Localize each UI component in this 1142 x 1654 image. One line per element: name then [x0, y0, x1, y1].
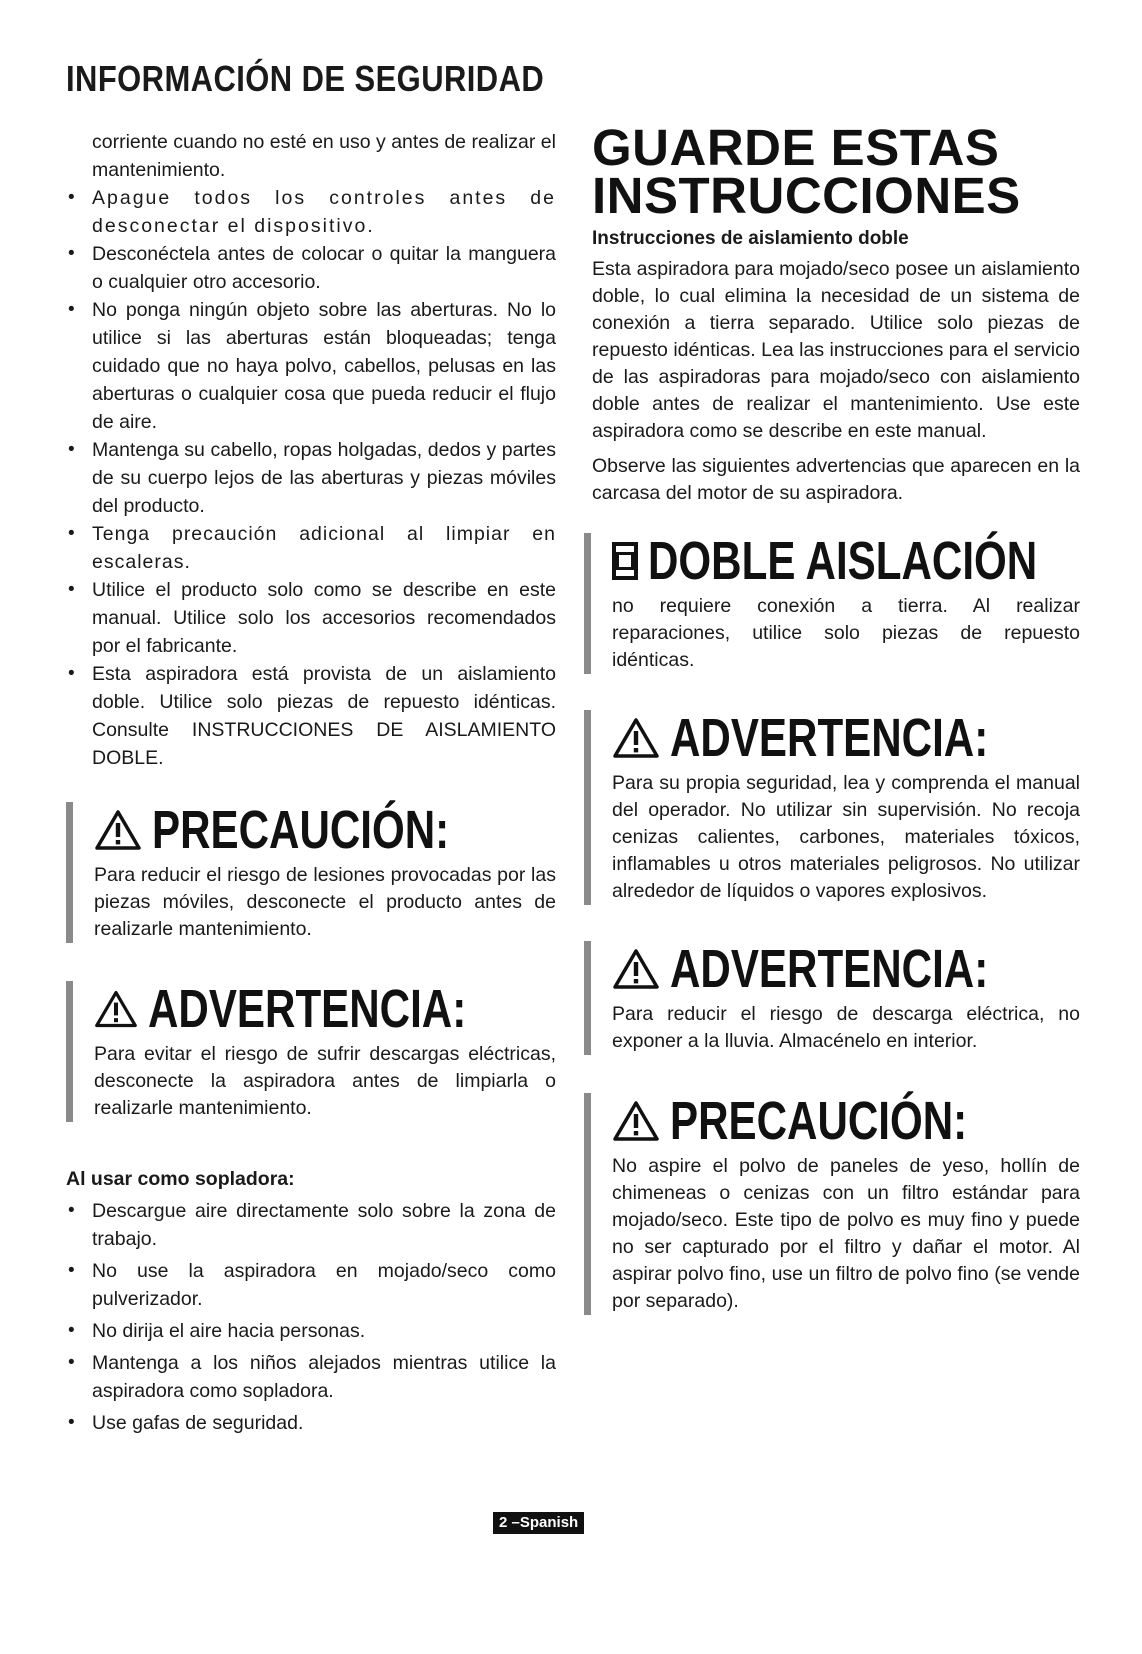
- warning-text: Para su propia seguridad, lea y comprenda el manual del operador. No utilizar sin supervisión. No recoja cenizas calientes, carbones, materiales tóxicos, inflamables u otros materiales peligrosos. No utilizar alrededor de líquidos o vapores explosivos.: [612, 772, 1080, 902]
- bullet-icon: •: [68, 663, 75, 684]
- caution-label: PRECAUCIÓN:: [152, 800, 450, 860]
- list-item: [66, 436, 556, 520]
- bullet-text: Desconéctela antes de colocar o quitar la manguera o cualquier otro accesorio.: [92, 243, 556, 293]
- caution-notice: [66, 802, 556, 943]
- list-item: [66, 184, 556, 240]
- list-item: [66, 1409, 556, 1437]
- caution-text: Para reducir el riesgo de lesiones provocadas por las piezas móviles, desconecte el producto antes de realizarle mantenimiento.: [94, 864, 556, 940]
- warning-notice: [584, 941, 1080, 1055]
- observe-paragraph: Observe las siguientes advertencias que aparecen en la carcasa del motor de su aspiradora.: [592, 455, 1080, 504]
- title-line: INSTRUCCIONES: [592, 167, 1021, 224]
- warning-label: ADVERTENCIA:: [670, 708, 989, 768]
- notice-bar: [66, 981, 73, 1122]
- list-item: [66, 520, 556, 576]
- warning-label: ADVERTENCIA:: [147, 979, 467, 1039]
- list-item: [66, 128, 556, 184]
- list-item: [66, 296, 556, 436]
- bullet-icon: •: [68, 579, 75, 600]
- bullet-text: Mantenga a los niños alejados mientras utilice la aspiradora como sopladora.: [92, 1352, 556, 1402]
- notice-bar: [584, 533, 591, 674]
- double-insulation-notice: [584, 533, 1080, 674]
- bullet-icon: •: [68, 243, 75, 264]
- caution-notice: [584, 1093, 1080, 1315]
- warning-notice: [584, 710, 1080, 905]
- notice-bar: [66, 802, 73, 943]
- list-item: [66, 576, 556, 660]
- bullet-icon: •: [68, 1352, 75, 1373]
- bullet-text: corriente cuando no esté en uso y antes de realizar el mantenimiento.: [92, 131, 556, 181]
- blower-bullet-list: [66, 1197, 556, 1437]
- warning-label: ADVERTENCIA:: [670, 939, 989, 999]
- bullet-text: Utilice el producto solo como se describe en este manual. Utilice solo los accesorios recomendados por el fabricante.: [92, 579, 556, 657]
- bullet-icon: •: [68, 299, 75, 320]
- safety-bullet-list: [66, 128, 556, 772]
- list-item: [66, 1197, 556, 1253]
- list-item: [66, 1317, 556, 1345]
- caution-text: No aspire el polvo de paneles de yeso, hollín de chimeneas o cenizas con un filtro estándar para mojado/seco. Este tipo de polvo es muy fino y puede no ser capturado por el filtro y dañar el motor. Al aspirar polvo fino, use un filtro de polvo fino (se vende por separado).: [612, 1155, 1080, 1312]
- bullet-text: No dirija el aire hacia personas.: [92, 1320, 366, 1342]
- bullet-icon: •: [68, 523, 75, 544]
- title-line: GUARDE ESTAS: [592, 119, 1000, 176]
- bullet-icon: •: [68, 187, 75, 208]
- notice-bar: [584, 710, 591, 905]
- warning-text: Para reducir el riesgo de descarga eléctrica, no exponer a la lluvia. Almacénelo en interior.: [612, 1003, 1080, 1052]
- bullet-icon: •: [68, 1320, 75, 1341]
- bullet-text: No ponga ningún objeto sobre las aberturas. No lo utilice si las aberturas están bloqueadas; tenga cuidado que no haya polvo, cabellos, pelusas en las aberturas o cualquier cosa que pueda reducir el flujo de aire.: [92, 299, 556, 433]
- warning-triangle-icon: [612, 1100, 660, 1142]
- warning-triangle-icon: [94, 988, 138, 1030]
- page-number-badge: 2 –Spanish: [493, 1512, 584, 1534]
- bullet-text: Use gafas de seguridad.: [92, 1412, 304, 1434]
- list-item: [66, 1257, 556, 1313]
- double-insulation-paragraph: Esta aspiradora para mojado/seco posee un aislamiento doble, lo cual elimina la necesidad de un sistema de conexión a tierra separado. Utilice solo piezas de repuesto idénticas. Lea las instrucciones para el servicio de las aspiradoras para mojado/seco con aislamiento doble antes de realizar el mantenimiento. Use este aspiradora como se describe en este manual.: [592, 258, 1080, 442]
- bullet-text: No use la aspiradora en mojado/seco como pulverizador.: [92, 1260, 556, 1310]
- warning-text: Para evitar el riesgo de sufrir descargas eléctricas, desconecte la aspiradora antes de limpiarla o realizarle mantenimiento.: [94, 1043, 556, 1119]
- right-column: [592, 119, 1080, 1315]
- warning-triangle-icon: [612, 948, 660, 990]
- double-square-icon: [612, 542, 638, 580]
- save-instructions-title: [592, 119, 1080, 224]
- double-insulation-subheading: Instrucciones de aislamiento doble: [592, 228, 909, 249]
- notice-bar: [584, 941, 591, 1055]
- warning-notice: [66, 981, 556, 1122]
- bullet-icon: •: [68, 1412, 75, 1433]
- bullet-text: Descargue aire directamente solo sobre la zona de trabajo.: [92, 1200, 556, 1250]
- notice-bar: [584, 1093, 591, 1315]
- bullet-icon: •: [68, 1200, 75, 1221]
- list-item: [66, 1349, 556, 1405]
- bullet-text: Apague todos los controles antes de desconectar el dispositivo.: [92, 187, 556, 237]
- bullet-text: Esta aspiradora está provista de un aislamiento doble. Utilice solo piezas de repuesto idénticas. Consulte INSTRUCCIONES DE AISLAMIENTO DOBLE.: [92, 663, 556, 769]
- caution-label: PRECAUCIÓN:: [670, 1091, 968, 1151]
- page-title: INFORMACIÓN DE SEGURIDAD: [66, 58, 545, 99]
- left-column: [66, 128, 556, 1441]
- double-insulation-label: DOBLE AISLACIÓN: [648, 531, 1038, 591]
- bullet-text: Tenga precaución adicional al limpiar en escaleras.: [92, 523, 556, 573]
- double-insulation-text: no requiere conexión a tierra. Al realizar reparaciones, utilice solo piezas de repuesto idénticas.: [612, 595, 1080, 671]
- warning-triangle-icon: [94, 809, 142, 851]
- blower-heading: Al usar como sopladora:: [66, 1168, 295, 1190]
- list-item: [66, 240, 556, 296]
- bullet-icon: •: [68, 1260, 75, 1281]
- bullet-text: Mantenga su cabello, ropas holgadas, dedos y partes de su cuerpo lejos de las aberturas y piezas móviles del producto.: [92, 439, 556, 517]
- list-item: [66, 660, 556, 772]
- bullet-icon: •: [68, 439, 75, 460]
- warning-triangle-icon: [612, 717, 660, 759]
